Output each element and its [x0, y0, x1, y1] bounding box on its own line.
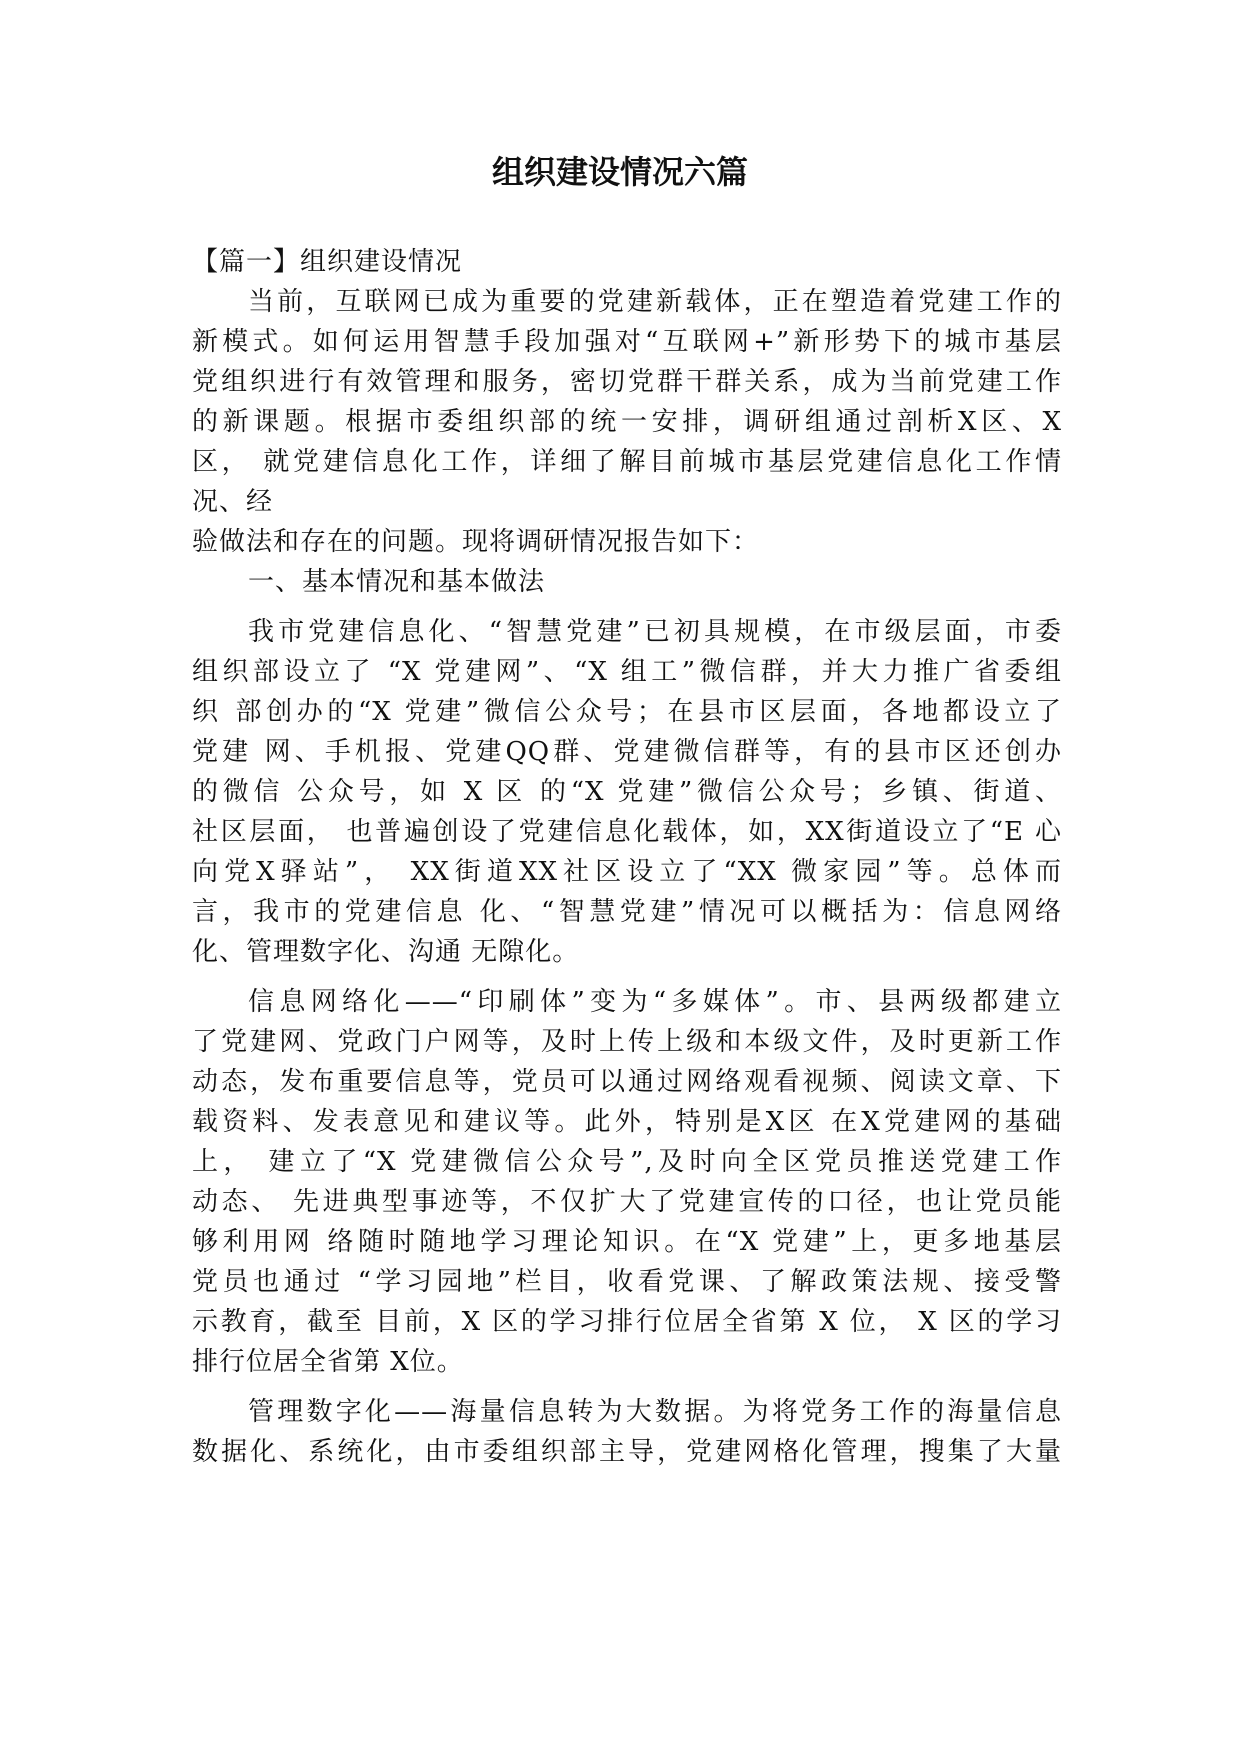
text-line: 向党X驿站”， XX街道XX社区设立了“XX 微家园”等。总体而 [192, 857, 1062, 887]
paragraph-1 [192, 282, 1062, 562]
text-line: 的新课题。根据市委组织部的统一安排，调研组通过剖析X区、X [192, 407, 1062, 437]
document-body [192, 242, 1062, 1472]
text-line: 织 部创办的“X 党建”微信公众号；在县市区层面，各地都设立了 [192, 697, 1062, 727]
text-line: 我市党建信息化、“智慧党建”已初具规模，在市级层面，市委 [248, 617, 1062, 647]
text-line: 言，我市的党建信息 化、“智慧党建”情况可以概括为：信息网络 [192, 897, 1062, 927]
text-line: 管理数字化——海量信息转为大数据。为将党务工作的海量信息 [248, 1397, 1062, 1427]
text-line: 排行位居全省第 X位。 [192, 1347, 464, 1377]
section-heading: 【篇一】组织建设情况 [192, 247, 463, 277]
text-line: 信息网络化——“印刷体”变为“多媒体”。市、县两级都建立 [248, 987, 1062, 1017]
text-line: 示教育，截至 目前，X 区的学习排行位居全省第 X 位， X 区的学习 [192, 1307, 1062, 1337]
text-line: 了党建网、党政门户网等，及时上传上级和本级文件，及时更新工作 [192, 1027, 1062, 1057]
text-line: 够利用网 络随时随地学习理论知识。在“X 党建”上，更多地基层 [192, 1227, 1062, 1257]
document-title: 组织建设情况六篇 [491, 153, 748, 191]
paragraph-4 [192, 1392, 1062, 1472]
text-line: 社区层面， 也普遍创设了党建信息化载体，如，XX街道设立了“E 心 [192, 817, 1062, 847]
subheading-basic-situation: 一、基本情况和基本做法 [248, 567, 546, 597]
text-line: 上， 建立了“X 党建微信公众号”,及时向全区党员推送党建工作 [192, 1147, 1062, 1177]
text-line: 组织部设立了 “X 党建网”、“X 组工”微信群，并大力推广省委组 [192, 657, 1062, 687]
text-line: 动态，发布重要信息等，党员可以通过网络观看视频、阅读文章、下 [192, 1067, 1062, 1097]
paragraph-3 [192, 982, 1062, 1382]
text-line: 党组织进行有效管理和服务，密切党群干群关系，成为当前党建工作 [192, 367, 1062, 397]
text-line: 当前，互联网已成为重要的党建新载体，正在塑造着党建工作的 [248, 287, 1062, 317]
text-line: 验做法和存在的问题。现将调研情况报告如下： [192, 527, 760, 557]
text-line: 载资料、发表意见和建议等。此外，特别是X区 在X党建网的基础 [192, 1107, 1062, 1137]
paragraph-2 [192, 612, 1062, 972]
text-line: 党建 网、手机报、党建QQ群、党建微信群等，有的县市区还创办 [192, 737, 1062, 767]
text-line: 党员也通过 “学习园地”栏目，收看党课、了解政策法规、接受警 [192, 1267, 1062, 1297]
text-line: 动态、 先进典型事迹等，不仅扩大了党建宣传的口径，也让党员能 [192, 1187, 1062, 1217]
text-line: 区， 就党建信息化工作，详细了解目前城市基层党建信息化工作情 [192, 447, 1062, 477]
text-line: 新模式。如何运用智慧手段加强对“互联网+”新形势下的城市基层 [192, 327, 1062, 357]
text-line: 数据化、系统化，由市委组织部主导，党建网格化管理，搜集了大量 [192, 1437, 1062, 1467]
text-line: 的微信 公众号，如 X 区 的“X 党建”微信公众号；乡镇、街道、 [192, 777, 1062, 807]
text-line: 化、管理数字化、沟通 无隙化。 [192, 937, 580, 967]
text-line: 况、经 [192, 487, 274, 517]
